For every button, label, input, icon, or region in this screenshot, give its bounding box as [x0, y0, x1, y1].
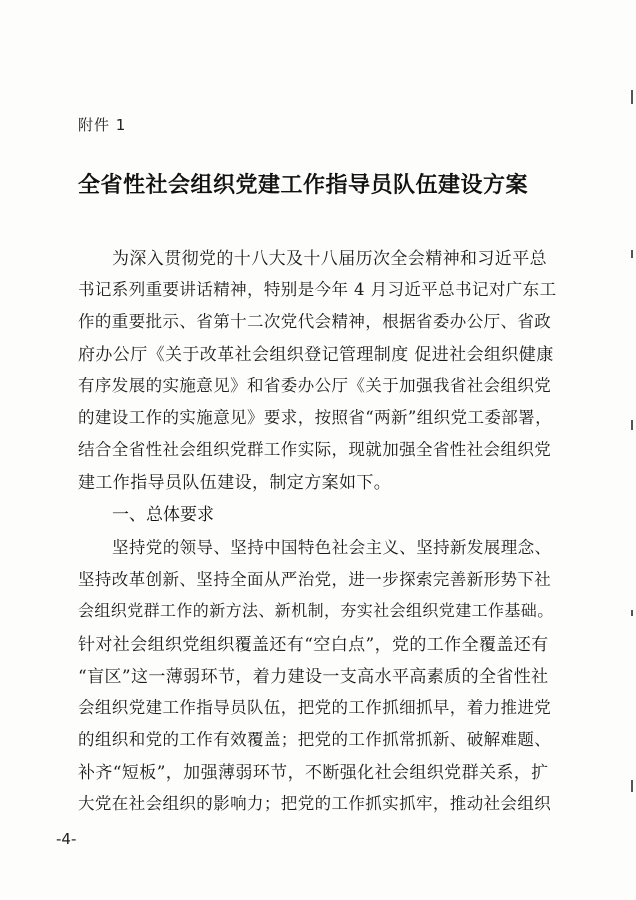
- paragraph-line: 建工作指导员队伍建设，制定方案如下。: [78, 473, 392, 493]
- paragraph-line: 坚持党的领导、坚持中国特色社会主义、坚持新发展理念、: [112, 538, 552, 557]
- paragraph-line: 结合全省性社会组织党群工作实际，现就加强全省性社会组织党: [78, 440, 552, 459]
- scan-edge-mark: [631, 780, 633, 792]
- document-title: 全省性社会组织党建工作指导员队伍建设方案: [78, 173, 529, 198]
- page-number: -4-: [56, 830, 77, 848]
- attachment-label: 附件 1: [78, 116, 127, 134]
- paragraph-line: 针对社会组织党组织覆盖还有“空白点”，党的工作全覆盖还有: [78, 635, 549, 655]
- paragraph-line: 为深入贯彻党的十八大及十八届历次全会精神和习近平总: [112, 249, 547, 269]
- scan-edge-mark: [631, 610, 633, 616]
- paragraph-line: 坚持改革创新、坚持全面从严治党，进一步探索完善新形势下社: [78, 570, 552, 589]
- paragraph-line: 大党在社会组织的影响力；把党的工作抓实抓牢，推动社会组织: [78, 794, 552, 813]
- paragraph-line: 的组织和党的工作有效覆盖；把党的工作抓常抓新、破解难题、: [78, 730, 552, 749]
- paragraph-line: 会组织党建工作指导员队伍，把党的工作抓细抓早，着力推进党: [78, 698, 552, 717]
- paragraph-line: “盲区”这一薄弱环节，着力建设一支高水平高素质的全省性社: [78, 667, 549, 687]
- paragraph-line: 补齐“短板”，加强薄弱环节，不断强化社会组织党群关系，扩: [78, 763, 549, 783]
- paragraph-line: 有序发展的实施意见》和省委办公厅《关于加强我省社会组织党: [78, 376, 552, 395]
- scan-edge-mark: [631, 250, 633, 258]
- scan-edge-mark: [631, 420, 633, 430]
- paragraph-line: 府办公厅《关于改革社会组织登记管理制度 促进社会组织健康: [78, 345, 554, 365]
- paragraph-line: 会组织党群工作的新方法、新机制，夯实社会组织党建工作基础。: [78, 601, 554, 620]
- paragraph-line: 作的重要批示、省第十二次党代会精神，根据省委办公厅、省政: [78, 312, 552, 331]
- scan-edge-mark: [631, 90, 633, 104]
- paragraph-line: 的建设工作的实施意见》要求，按照省“两新”组织党工委部署，: [78, 408, 552, 427]
- section-heading: 一、总体要求: [112, 505, 214, 525]
- paragraph-line: 书记系列重要讲话精神，特别是今年 4 月习近平总书记对广东工: [78, 280, 557, 299]
